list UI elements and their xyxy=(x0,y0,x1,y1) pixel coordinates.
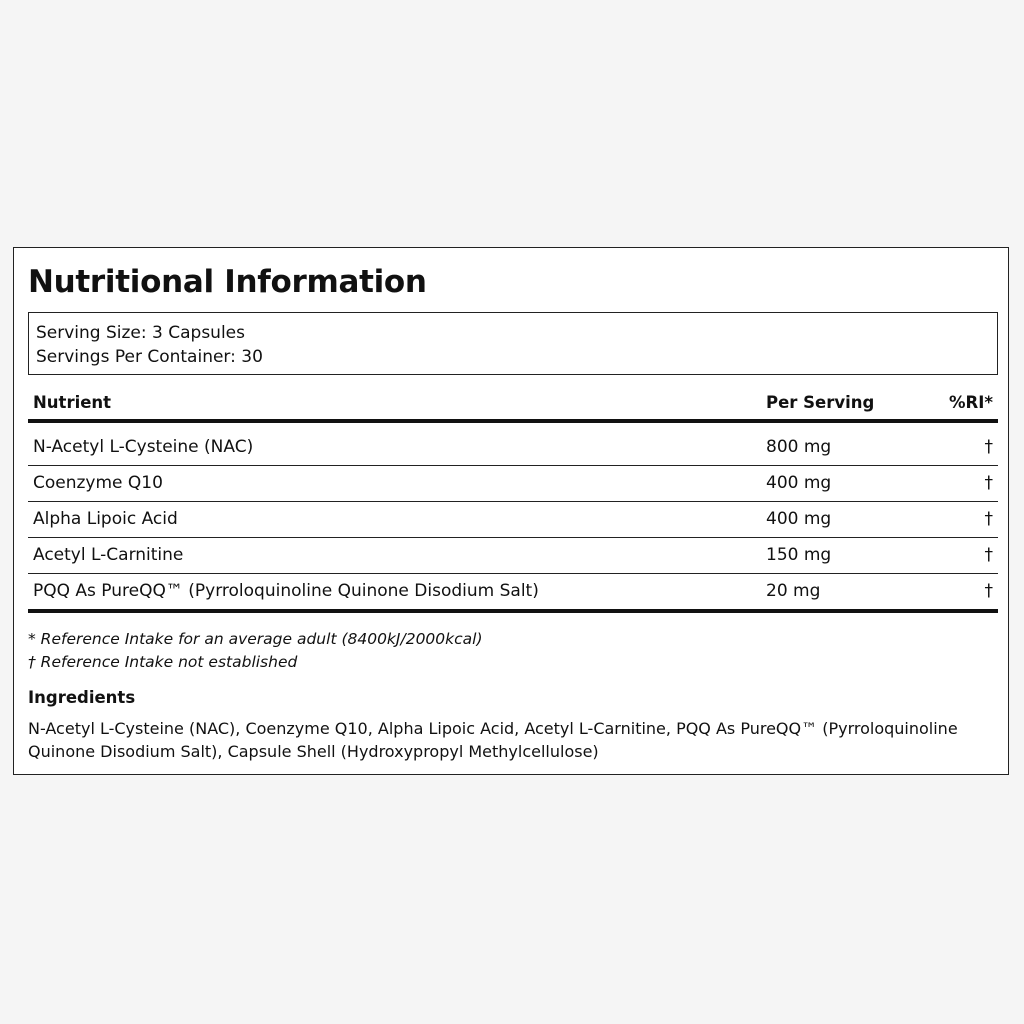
nutrient-table xyxy=(28,388,998,613)
servings-per-container: Servings Per Container: 30 xyxy=(36,347,263,367)
nutrient-name: Alpha Lipoic Acid xyxy=(33,509,178,529)
table-row xyxy=(28,466,998,502)
nutrient-amount: 20 mg xyxy=(766,581,821,601)
nutrient-ri: † xyxy=(984,581,993,601)
nutrient-amount: 400 mg xyxy=(766,509,832,529)
nutrition-panel xyxy=(13,247,1009,775)
table-row xyxy=(28,538,998,574)
nutrient-ri: † xyxy=(984,473,993,493)
nutrient-name: Acetyl L-Carnitine xyxy=(33,545,184,565)
header-nutrient: Nutrient xyxy=(33,393,112,412)
nutrient-ri: † xyxy=(984,437,993,457)
nutrient-name: PQQ As PureQQ™ (Pyrroloquinoline Quinone Disodium Salt) xyxy=(33,581,539,601)
header-ri: %RI* xyxy=(948,393,993,412)
nutrient-name: N-Acetyl L-Cysteine (NAC) xyxy=(33,437,254,457)
page-title: Nutritional Information xyxy=(28,264,427,300)
table-row xyxy=(28,423,998,466)
serving-size: Serving Size: 3 Capsules xyxy=(36,323,245,343)
footnote-reference-intake: * Reference Intake for an average adult (8400kJ/2000kcal) xyxy=(28,630,483,648)
nutrient-name: Coenzyme Q10 xyxy=(33,473,163,493)
table-row xyxy=(28,574,998,613)
nutrient-ri: † xyxy=(984,509,993,529)
ingredients-text: N-Acetyl L-Cysteine (NAC), Coenzyme Q10, Alpha Lipoic Acid, Acetyl L-Carnitine, PQQ As PureQQ™ (Pyrroloquinoline Quinone Disodium Salt), Capsule Shell (Hydroxypropyl Methylcellulose) xyxy=(28,719,958,761)
nutrient-amount: 800 mg xyxy=(766,437,832,457)
nutrient-amount: 150 mg xyxy=(766,545,832,565)
nutrient-amount: 400 mg xyxy=(766,473,832,493)
header-per-serving: Per Serving xyxy=(766,393,875,412)
table-row xyxy=(28,502,998,538)
serving-info-box xyxy=(28,312,998,375)
table-header xyxy=(28,388,998,423)
footnote-not-established: † Reference Intake not established xyxy=(28,653,298,671)
nutrient-ri: † xyxy=(984,545,993,565)
footnotes xyxy=(28,628,483,674)
ingredients-title: Ingredients xyxy=(28,688,136,707)
